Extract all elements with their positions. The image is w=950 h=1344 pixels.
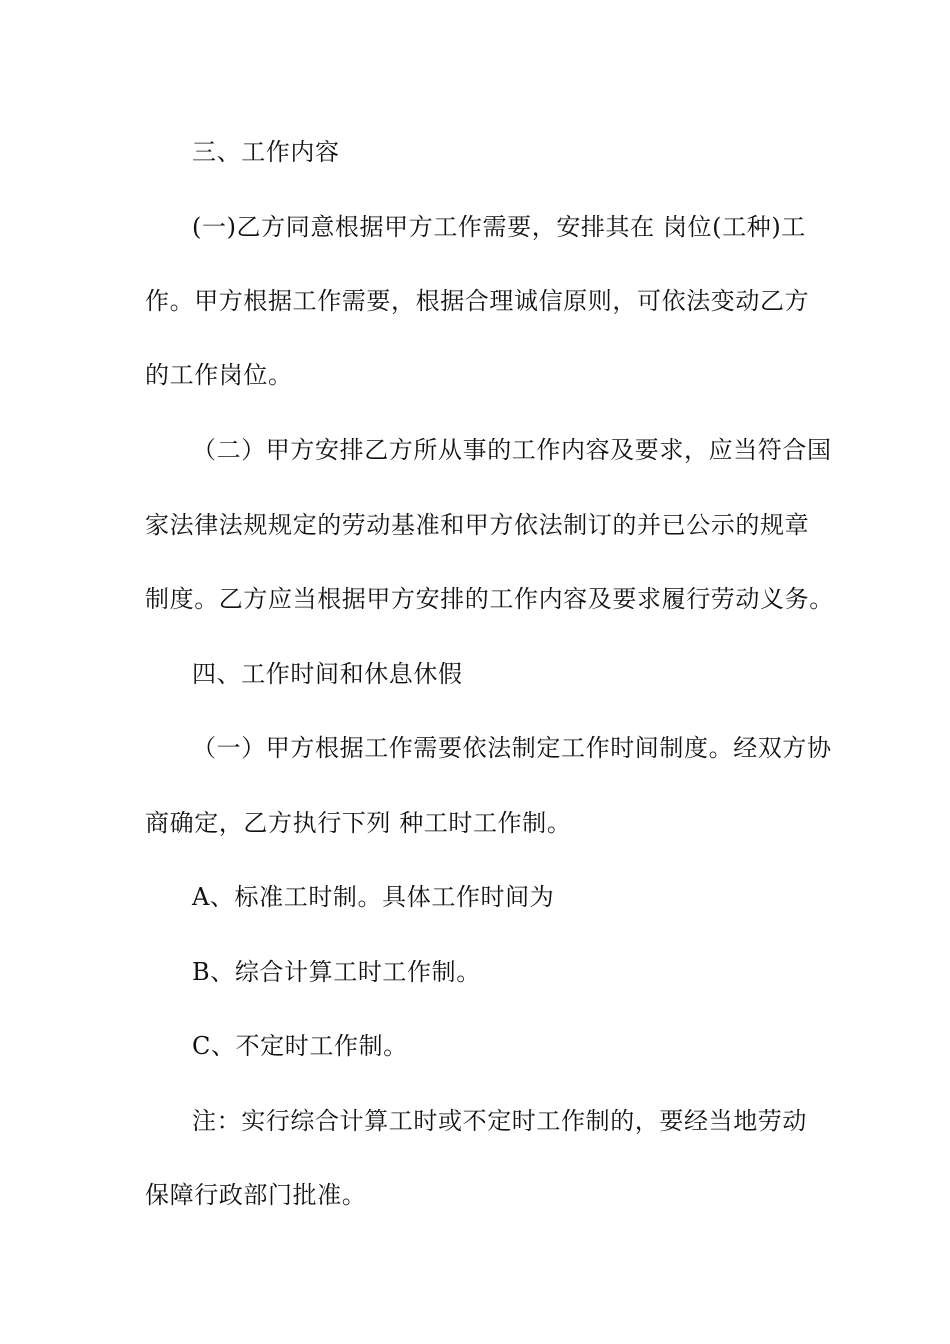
paragraph-line: 的工作岗位。: [145, 361, 293, 389]
option-line-c: C、不定时工作制。: [192, 1032, 408, 1060]
paragraph-line: 作。甲方根据工作需要，根据合理诚信原则，可依法变动乙方: [145, 287, 810, 315]
paragraph-line: 商确定，乙方执行下列 种工时工作制。: [145, 809, 572, 837]
note-line: 保障行政部门批准。: [145, 1181, 367, 1209]
paragraph-line: 家法律法规规定的劳动基准和甲方依法制订的并已公示的规章: [145, 511, 810, 539]
option-line-a: A、标准工时制。具体工作时间为: [192, 883, 555, 911]
paragraph-line: （二）甲方安排乙方所从事的工作内容及要求，应当符合国: [192, 436, 832, 464]
paragraph-line: (一)乙方同意根据甲方工作需要，安排其在 岗位(工种)工: [192, 213, 806, 241]
note-line: 注：实行综合计算工时或不定时工作制的，要经当地劳动: [192, 1107, 807, 1135]
section-heading-work-time: 四、工作时间和休息休假: [192, 660, 463, 688]
paragraph-line: （一）甲方根据工作需要依法制定工作时间制度。经双方协: [192, 734, 832, 762]
section-heading-work-content: 三、工作内容: [192, 138, 340, 166]
paragraph-line: 制度。乙方应当根据甲方安排的工作内容及要求履行劳动义务。: [145, 585, 834, 613]
option-line-b: B、综合计算工时工作制。: [192, 958, 481, 986]
